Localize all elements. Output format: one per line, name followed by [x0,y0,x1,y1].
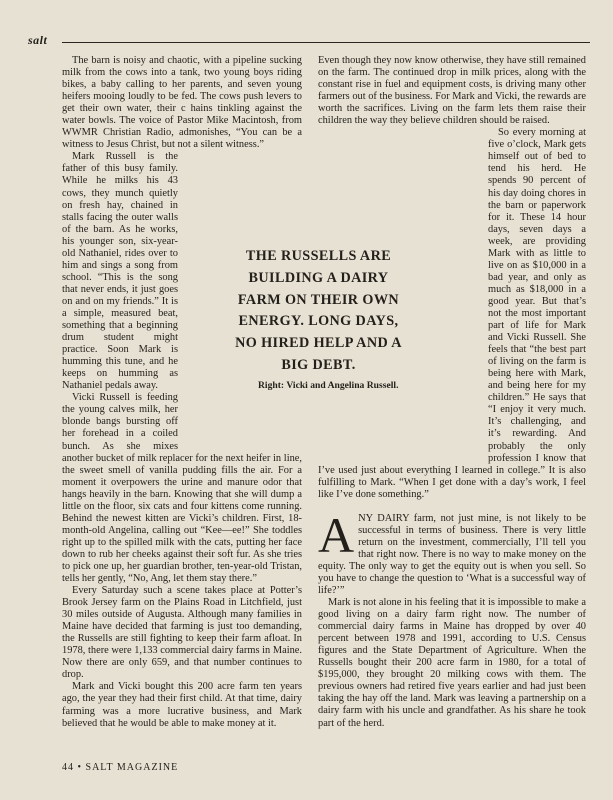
right-paragraph-3 [318,506,586,597]
left-paragraph-4: Every Saturday such a scene takes place at Potter’s Brook Jersey farm on the Plains Road in Litchfield, just 30 miles outside of Augusta. Although many families in Maine have decided that farming is just too demanding, the Russells are still fighting to keep their farm afloat. In 1978, there were 1,133 commercial dairy farms in Maine. Now there are only 659, and that number continues to drop. [62,585,302,681]
right-paragraph-2: So every morning at five o’clock, Mark gets himself out of bed to tend his herd. He spends 90 percent of his day doing chores in the barn or paperwork for it. These 14 hour days, seven days a week, are providing Mark with as little to live on as $10,000 in a bad year, and only as much as $18,000 in a good year. But that’s not the most important part of life for Mark and Vicki Russell. She feels that “the best part of living on the farm is being here with Mark, and being here for my children.” He says that “I enjoy it very much. It’s challenging, and it’s rewarding. And probably the only profession I know that I’ve used just about everything I learned in college.” It is also fulfilling to Mark. “When I get done with a day’s work, I feel like I’ve done something.” [318,127,586,500]
right-paragraph-4: Mark is not alone in his feeling that it is impossible to make a good living on a dairy farm right now. The number of commercial dairy farms in Maine has dropped by over 40 percent between 1978 and 1991, according to U.S. Census figures and the State Department of Agriculture. When the Russells bought their 200 acre farm in 1980, for a total of $195,000, they brought 20 milking cows with them. The previous owners had retired five years earlier and had just been taking the hay off the land. Mark was leaving a partnership on a dairy farm with his uncle and grandfather. As his share he took part of the herd. [318,597,586,729]
left-paragraph-3: Vicki Russell is feeding the young calves milk, her blonde bangs bursting off her forehead in a coiled bunch. As she mixes another bucket of milk replacer for the next heifer in line, the sweet smell of vanilla pudding fills the air. For a moment it overpowers the urine and manure odor that hangs heavily in the barn. Knowing that she will dump a little on the floor, six cats and four kittens come running. Behind the newest kitten are Vicki’s children. First, 18-month-old Angelina, calling out “Kee—ee!” She toddles right up to the spilled milk with the cats, putting her face down to rub her cheeks against their soft fur. As she tries to pick one up, her guardian brother, ten-year-old Tristan, tells her gently, “No, Ang, let them stay there.” [62,392,302,585]
right-paragraph-1: Even though they now know otherwise, they have still remained on the farm. The continued drop in milk prices, along with the constant rise in fuel and equipment costs, is driving many other farmers out of the business. For Mark and Vicki, the rewards are worth the sacrifices. Living on the farm lets them raise their children the way they believe children should be raised. [318,55,586,127]
page-footer: 44 • SALT MAGAZINE [62,762,179,773]
pull-quote: THE RUSSELLS ARE BUILDING A DAIRY FARM ON THEIR OWN ENERGY. LONG DAYS, NO HIRED HELP AND A BIG DEBT. [235,248,402,373]
drop-cap: A [318,506,355,563]
header-rule [62,42,590,43]
left-paragraph-1: The barn is noisy and chaotic, with a pipeline sucking milk from the cows into a tank, two young boys riding bikes, a baby calling to her parents, and seven young heifers mooing loudly to be fed. The cows push levers to get their own water, their c hains tinkling against the water bowls. The voice of Pastor Mike Macintosh, from WWMR Christian Radio, admonishes, “You can be a witness to Jesus Christ, but not a silent witness.” [62,55,302,151]
right-column [318,55,586,730]
quote-body: NY DAIRY farm, not just mine, is not likely to be successful in terms of business. There is very little return on the investment, commercially, I’ll tell you that right now. There is no way to make money on the equity. The only way to get the equity out is when you sell. So you have to change the question to ‘What is a successful way of life?’” [318,512,586,597]
left-column [62,55,302,730]
section-break [318,501,586,513]
left-paragraph-5: Mark and Vicki bought this 200 acre farm ten years ago, the year they had their first child. At that time, dairy farming was a more lucrative business, and Mark believed that he would be able to make money at it. [62,681,302,729]
left-paragraph-2: Mark Russell is the father of this busy family. While he milks his 43 cows, they munch quietly on fresh hay, chained in stalls facing the outer walls of the barn. As he works, his younger son, six-year-old Nathaniel, rides over to him and sings a song from school. “This is the song that never ends, it just goes on and on my friends.” It is a simple, measured beat, something that a beginning drum student might practice. Soon Mark is humming this tune, and he keeps on humming as Nathaniel pedals away. [62,151,178,392]
photo-caption: Right: Vicki and Angelina Russell. [258,380,399,391]
header-logo: salt [28,33,48,47]
